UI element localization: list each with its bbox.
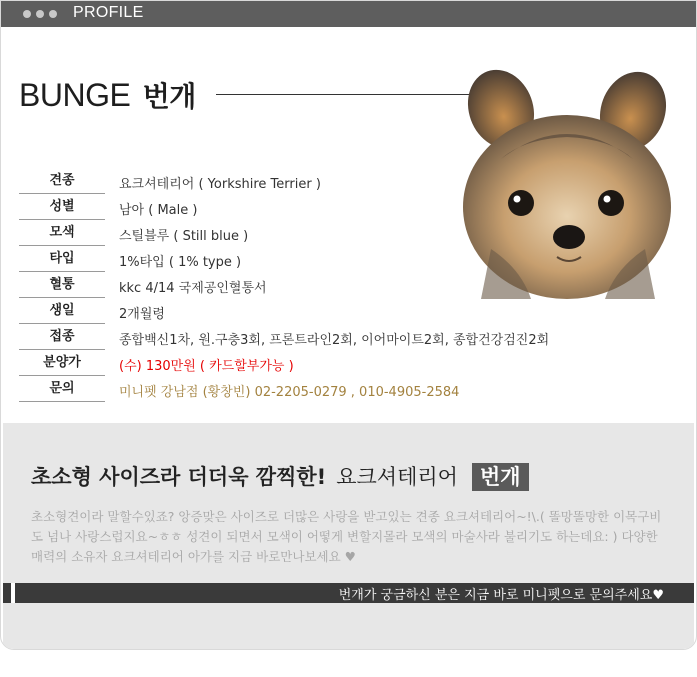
inquiry-banner-text: 번개가 궁금하신 분은 지금 바로 미니펫으로 문의주세요♥ <box>338 588 664 603</box>
feature-name-tag: 번개 <box>472 463 529 491</box>
profile-value-price: (수) 130만원 ( 카드할부가능 ) <box>119 359 294 374</box>
profile-label: 성별 <box>19 195 105 220</box>
feature-section <box>3 423 694 649</box>
feature-description: 초소형견이라 말할수있죠? 앙증맞은 사이즈로 더많은 사랑을 받고있는 견종 요크셔테리어~!\.( 똘망똘망한 이목구비도 넘나 사랑스럽지요~ㅎㅎ 성견이 되면서 모색이 어떻게 변할지몰라 모색의 마술사라 불리기도 하는데요: ) 다양한 매력의 소유자 요크셔테리어 아가를 지금 바로만나보세요 ♥ <box>31 509 662 564</box>
profile-value: 스틸블루 ( Still blue ) <box>119 229 249 244</box>
profile-value: kkc 4/14 국제공인혈통서 <box>119 281 267 296</box>
dog-name-en: BUNGE <box>19 77 131 113</box>
profile-label: 모색 <box>19 221 105 246</box>
profile-label: 접종 <box>19 325 105 350</box>
profile-header-title: PROFILE <box>73 4 144 21</box>
profile-label: 분양가 <box>19 351 105 376</box>
profile-row-contact <box>19 377 539 403</box>
profile-row-breed <box>19 169 539 195</box>
feature-headline-breed: 요크셔테리어 <box>336 465 458 489</box>
feature-headline <box>31 461 529 491</box>
banner-stripe <box>11 583 15 603</box>
profile-row-price <box>19 351 539 377</box>
profile-header-bar <box>1 1 696 27</box>
dot-icon <box>23 10 31 18</box>
profile-label: 문의 <box>19 377 105 402</box>
banner-accent <box>3 583 11 603</box>
dot-icon <box>36 10 44 18</box>
profile-value: 종합백신1차, 원.구충3회, 프론트라인2회, 이어마이트2회, 종합건강검진2회 <box>119 333 550 348</box>
profile-row-vaccination <box>19 325 550 351</box>
profile-label: 생일 <box>19 299 105 324</box>
profile-row-sex <box>19 195 539 221</box>
profile-label: 혈통 <box>19 273 105 298</box>
dot-icon <box>49 10 57 18</box>
profile-value: 1%타입 ( 1% type ) <box>119 255 242 270</box>
header-dots <box>23 10 57 18</box>
inquiry-banner <box>3 583 694 603</box>
dog-name-kr: 번개 <box>142 80 196 113</box>
feature-headline-bold: 초소형 사이즈라 더더욱 깜찍한! <box>31 465 327 489</box>
profile-value: 남아 ( Male ) <box>119 203 198 218</box>
profile-value: 요크셔테리어 ( Yorkshire Terrier ) <box>119 177 321 192</box>
profile-label: 타입 <box>19 247 105 272</box>
profile-row-type <box>19 247 539 273</box>
profile-value: 2개월령 <box>119 307 165 322</box>
profile-label: 견종 <box>19 169 105 194</box>
profile-row-color <box>19 221 539 247</box>
profile-row-birthday <box>19 299 539 325</box>
profile-row-pedigree <box>19 273 539 299</box>
title-divider <box>216 94 474 95</box>
dog-name-title <box>19 75 196 115</box>
profile-value-contact: 미니펫 강남점 (황창빈) 02-2205-0279 , 010-4905-2584 <box>119 385 460 400</box>
